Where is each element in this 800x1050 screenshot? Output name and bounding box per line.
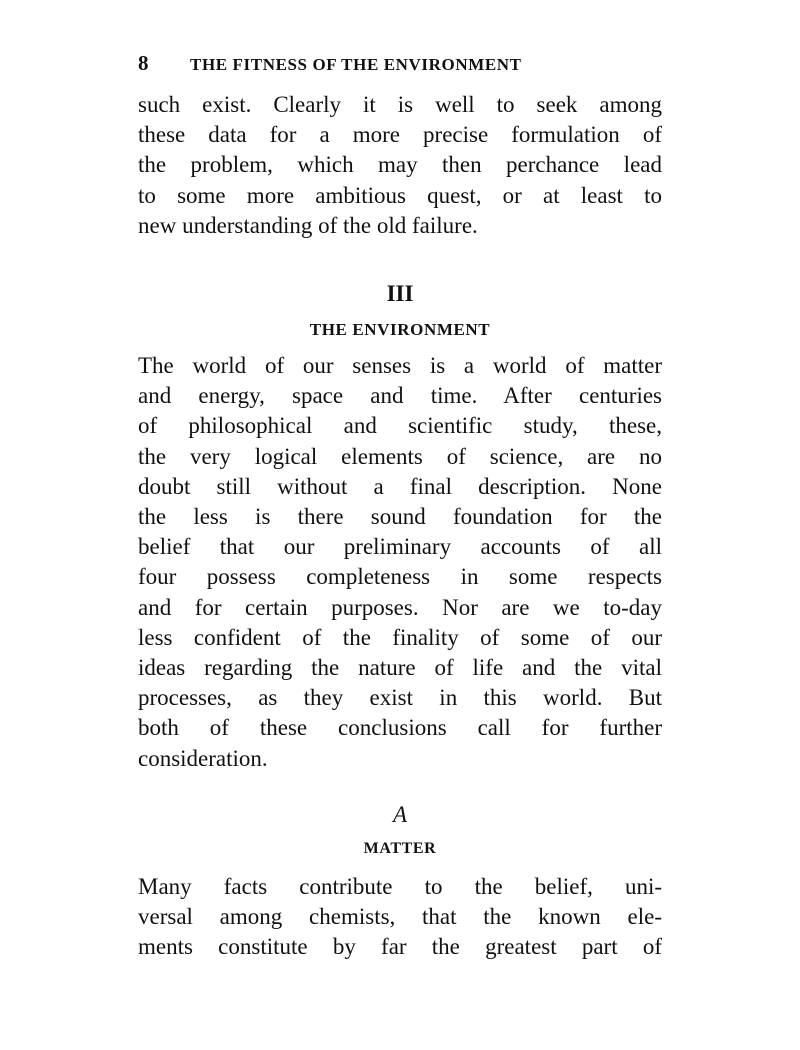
text-line: such exist. Clearly it is well to seek among: [138, 92, 662, 117]
text-line: versal among chemists, that the known ele-: [138, 904, 662, 930]
text-line: and energy, space and time. After centuries: [138, 383, 662, 409]
section-numeral: III: [386, 281, 414, 307]
text-line: four possess completeness in some respects: [138, 564, 662, 590]
subsection-title: MATTER: [363, 839, 437, 857]
subsection-letter: A: [392, 801, 408, 827]
text-line: of philosophical and scientific study, these,: [138, 413, 662, 439]
paragraph-continuation: [138, 90, 662, 241]
section-paragraph: [138, 351, 662, 774]
text-line: the problem, which may then perchance lead: [138, 152, 662, 178]
text-line: ideas regarding the nature of life and the vital: [138, 655, 662, 681]
text-line: less confident of the finality of some of our: [138, 624, 662, 650]
text-line: Many facts contribute to the belief, uni-: [138, 873, 662, 899]
section-title: THE ENVIRONMENT: [309, 320, 491, 340]
book-page: [138, 48, 662, 962]
text-line: the less is there sound foundation for the: [138, 504, 662, 530]
running-head-title: THE FITNESS OF THE ENVIRONMENT: [190, 55, 522, 74]
text-line: both of these conclusions call for further: [138, 715, 662, 741]
running-head: [138, 48, 662, 80]
subsection-paragraph: [138, 872, 662, 963]
text-line: The world of our senses is a world of matter: [138, 353, 662, 379]
text-line: ments constitute by far the greatest part of: [138, 934, 662, 960]
text-line: processes, as they exist in this world. But: [138, 685, 662, 711]
text-line: doubt still without a final description. None: [138, 473, 662, 499]
text-line: the very logical elements of science, are no: [138, 443, 662, 469]
text-line: these data for a more precise formulation of: [138, 122, 662, 148]
page-number: 8: [138, 51, 150, 75]
text-line: to some more ambitious quest, or at least to: [138, 182, 662, 208]
text-line: and for certain purposes. Nor are we to-day: [138, 594, 662, 620]
text-line: consideration.: [138, 745, 268, 771]
text-line: new understanding of the old failure.: [138, 212, 478, 238]
text-line: belief that our preliminary accounts of all: [138, 534, 662, 560]
